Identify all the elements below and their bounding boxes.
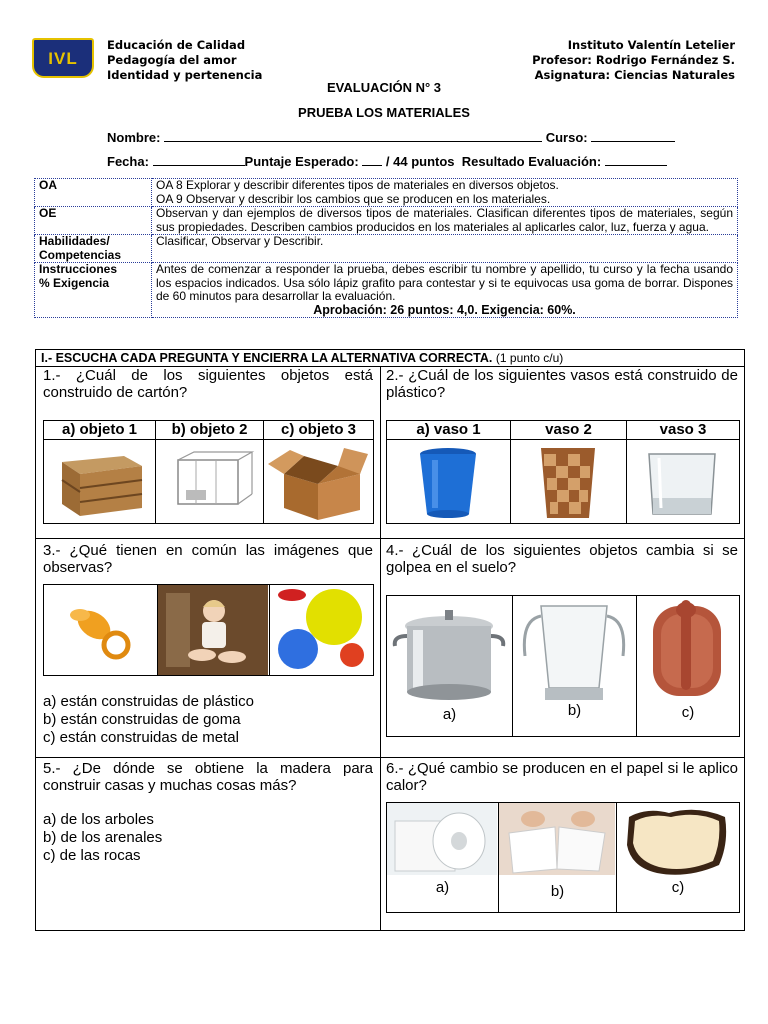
info-table	[34, 178, 738, 318]
q3-option[interactable]: c) están construidas de metal	[43, 729, 239, 746]
q5-option[interactable]: a) de los arboles	[43, 811, 154, 828]
q6-caption-b: b)	[550, 883, 565, 900]
habilidades-label-line: Habilidades/	[39, 234, 110, 248]
metal-cage-image	[156, 440, 262, 524]
plastic-cup-image	[387, 440, 509, 524]
column-divider	[380, 367, 381, 930]
exam-title: EVALUACIÓN N° 3	[326, 80, 442, 95]
logo-text: IVL	[48, 49, 78, 68]
burnt-paper-image	[617, 803, 737, 883]
q5-option[interactable]: c) de las rocas	[43, 847, 141, 864]
q3-image-1	[44, 585, 158, 675]
curso-field[interactable]	[591, 129, 675, 142]
q1-option-c[interactable]	[264, 421, 373, 523]
q6-option-b[interactable]	[499, 803, 617, 912]
oa-line: OA 8 Explorar y describir diferentes tipos de materiales en diversos objetos.	[156, 178, 559, 192]
info-row-oe	[35, 207, 738, 235]
q4-caption-b: b)	[567, 702, 582, 719]
torn-paper-image	[499, 803, 615, 883]
instrucciones-aprobacion: Aprobación: 26 puntos: 4,0. Exigencia: 60%.	[313, 302, 576, 317]
instrucciones-text	[152, 263, 738, 318]
glass-cup-image	[627, 440, 737, 524]
q6-caption-c: c)	[671, 879, 685, 896]
header-right-line: Profesor: Rodrigo Fernández S.	[532, 53, 735, 67]
curso-label: Curso:	[545, 130, 588, 145]
q2-label-b: vaso 2	[511, 421, 626, 440]
q3-option[interactable]: b) están construidas de goma	[43, 711, 241, 728]
q4-caption-a: a)	[442, 706, 457, 723]
q3-option[interactable]: a) están construidas de plástico	[43, 693, 254, 710]
oe-label: OE	[35, 207, 152, 235]
header-left-line: Identidad y pertenencia	[107, 68, 263, 82]
q6-option-c[interactable]	[617, 803, 739, 912]
row-divider	[36, 538, 744, 539]
q4-option-a[interactable]	[387, 596, 513, 736]
q1-label-c: c) objeto 3	[264, 421, 373, 440]
puntaje-label: Puntaje Esperado:	[244, 154, 359, 169]
header-left-line: Educación de Calidad	[107, 38, 246, 52]
wooden-plate-image	[637, 596, 737, 708]
q3-image-3	[270, 585, 373, 675]
puntaje-field[interactable]	[362, 153, 382, 166]
header-right-line: Instituto Valentín Letelier	[567, 38, 735, 52]
nombre-field[interactable]	[164, 129, 542, 142]
q5-option[interactable]: b) de los arenales	[43, 829, 163, 846]
info-row-habilidades	[35, 235, 738, 263]
school-logo	[32, 38, 94, 78]
q1-text: 1.- ¿Cuál de los siguientes objetos está construido de cartón?	[43, 367, 373, 401]
q4-text: 4.- ¿Cuál de los siguientes objetos cambia si se golpea en el suelo?	[386, 542, 738, 576]
pacifier-image	[44, 585, 156, 675]
row-divider	[36, 757, 744, 758]
q2-label-c: vaso 3	[627, 421, 739, 440]
fecha-field[interactable]	[153, 153, 245, 166]
q3-image-2	[158, 585, 270, 675]
oe-text: Observan y dan ejemplos de diversos tipos de materiales. Clasifican diferentes tipos de materiales, según sus propiedades. Describen cambios producidos en los materiales al aplicarles calor, luz, fuerza y agua.	[152, 207, 738, 235]
q3-image-row	[43, 584, 374, 676]
header-right	[532, 38, 735, 83]
glass-jug-image	[513, 596, 635, 708]
q2-option-c[interactable]	[627, 421, 739, 523]
q1-option-b[interactable]	[156, 421, 264, 523]
q5-options	[43, 811, 162, 865]
info-row-oa	[35, 179, 738, 207]
q3-options	[43, 693, 254, 747]
header-right-line: Asignatura: Ciencias Naturales	[534, 68, 735, 82]
oa-text	[152, 179, 738, 207]
q1-option-a[interactable]	[44, 421, 156, 523]
q2-text: 2.- ¿Cuál de los siguientes vasos está construido de plástico?	[386, 367, 738, 401]
header-left-line: Pedagogía del amor	[107, 53, 237, 67]
header-left	[107, 38, 262, 83]
q6-option-a[interactable]	[387, 803, 499, 912]
q4-caption-c: c)	[681, 704, 695, 721]
q4-option-c[interactable]	[637, 596, 739, 736]
wooden-cup-image	[511, 440, 625, 524]
rubber-balls-image	[270, 585, 372, 675]
cardboard-box-image	[264, 440, 372, 524]
questions-box	[35, 349, 745, 931]
habilidades-text: Clasificar, Observar y Describir.	[152, 235, 738, 263]
puntaje-total: / 44 puntos	[385, 154, 455, 169]
resultado-label: Resultado Evaluación:	[461, 154, 602, 169]
exam-subtitle: PRUEBA LOS MATERIALES	[298, 105, 470, 120]
doll-image	[158, 585, 268, 675]
info-row-instrucciones	[35, 263, 738, 318]
instrucciones-label-line: % Exigencia	[39, 275, 110, 290]
q4-option-b[interactable]	[513, 596, 637, 736]
oa-line: OA 9 Observar y describir los cambios que se producen en los materiales.	[156, 191, 551, 206]
q1-image-row	[43, 420, 374, 524]
section-title: I.- ESCUCHA CADA PREGUNTA Y ENCIERRA LA ALTERNATIVA CORRECTA.	[41, 351, 493, 365]
q6-text: 6.- ¿Qué cambio se producen en el papel si le aplico calor?	[386, 760, 738, 794]
section-header	[36, 350, 744, 367]
paper-roll-image	[387, 803, 497, 883]
habilidades-label	[35, 235, 152, 263]
instrucciones-body: Antes de comenzar a responder la prueba, debes escribir tu nombre y apellido, tu curso y la fecha usando los espacios indicados. Usa sólo lápiz grafito para contestar y si te equivocas usa goma de borrar. Dispones de 60 minutos para desarrollar la evaluación.	[156, 262, 733, 303]
q5-text: 5.- ¿De dónde se obtiene la madera para construir casas y muchas cosas más?	[43, 760, 373, 794]
q2-image-row	[386, 420, 740, 524]
q6-image-row	[386, 802, 740, 913]
steel-pot-image	[387, 596, 511, 708]
q2-option-b[interactable]	[511, 421, 627, 523]
oa-label: OA	[35, 179, 152, 207]
q6-caption-a: a)	[435, 879, 450, 896]
section-points: (1 punto c/u)	[495, 351, 564, 365]
fecha-label: Fecha:	[107, 154, 149, 169]
wooden-crate-image	[44, 440, 154, 524]
form-date-row	[107, 153, 667, 169]
q1-label-b: b) objeto 2	[156, 421, 263, 440]
instrucciones-label	[35, 263, 152, 318]
q2-label-a: a) vaso 1	[387, 421, 510, 440]
habilidades-label-line: Competencias	[39, 247, 122, 262]
q2-option-a[interactable]	[387, 421, 511, 523]
nombre-label: Nombre:	[107, 130, 161, 145]
form-name-row	[107, 129, 675, 145]
q3-text: 3.- ¿Qué tienen en común las imágenes que observas?	[43, 542, 373, 576]
q4-image-row	[386, 595, 740, 737]
instrucciones-label-line: Instrucciones	[39, 262, 118, 276]
resultado-field[interactable]	[605, 153, 667, 166]
q1-label-a: a) objeto 1	[44, 421, 155, 440]
